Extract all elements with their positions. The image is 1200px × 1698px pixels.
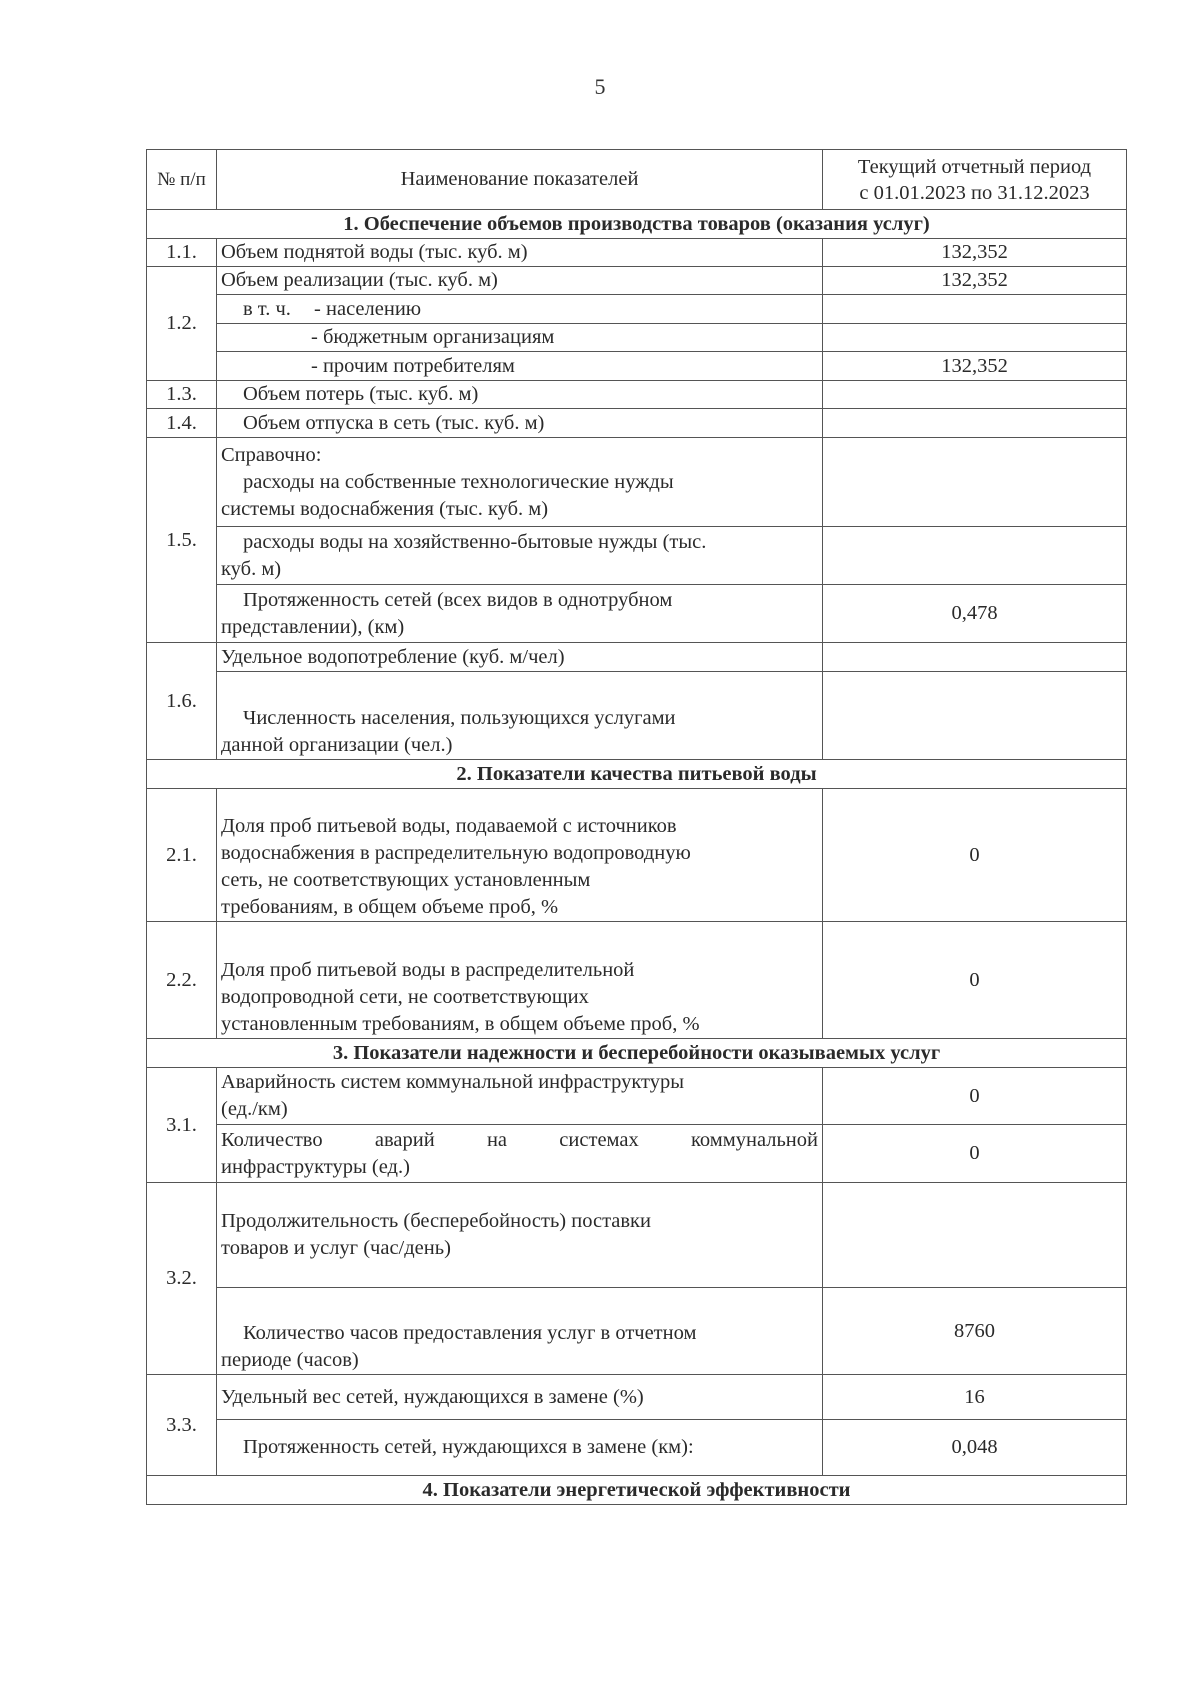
row-number: 1.1.	[147, 239, 217, 267]
indicator-label: Протяженность сетей, нуждающихся в замене (км):	[243, 1436, 694, 1458]
section-row	[147, 760, 1127, 789]
table-row	[147, 672, 1127, 760]
indicator-label-line1: Количество часов предоставления услуг в отчетном	[243, 1322, 697, 1344]
header-period-line2: с 01.01.2023 по 31.12.2023	[859, 181, 1090, 204]
table-row	[147, 1288, 1127, 1375]
indicator-value	[823, 381, 1127, 409]
section-row	[147, 210, 1127, 239]
indicator-value: 0	[823, 789, 1127, 922]
indicator-label-line1: Количество аварий на системах коммунальной	[221, 1128, 818, 1151]
table-header-row	[147, 150, 1127, 210]
indicator-value: 0	[823, 922, 1127, 1039]
indicator-value	[823, 438, 1127, 527]
table-row	[147, 1125, 1127, 1183]
header-name: Наименование показателей	[217, 150, 823, 210]
header-num: № п/п	[147, 150, 217, 210]
indicator-name	[217, 1420, 823, 1476]
table-row	[147, 789, 1127, 922]
indicator-label-line2: водопроводной сети, не соответствующих	[221, 986, 589, 1008]
indicator-name: Объем реализации (тыс. куб. м)	[217, 267, 823, 295]
indicator-label-line2: данной организации (чел.)	[221, 734, 453, 756]
table-row	[147, 922, 1127, 1039]
indicator-value: 132,352	[823, 352, 1127, 381]
row-number: 3.2.	[147, 1183, 217, 1375]
indicator-label-line2: инфраструктуры (ед.)	[221, 1155, 410, 1178]
indicator-value	[823, 295, 1127, 324]
indicator-name: Удельный вес сетей, нуждающихся в замене (%)	[217, 1375, 823, 1420]
table-row	[147, 438, 1127, 527]
indicator-label-line2: товаров и услуг (час/день)	[221, 1237, 451, 1259]
section-4-title: 4. Показатели энергетической эффективности	[147, 1476, 1127, 1505]
indicator-name	[217, 672, 823, 760]
header-period-line1: Текущий отчетный период	[857, 155, 1092, 178]
indicator-name	[217, 1288, 823, 1375]
table-row	[147, 1375, 1127, 1420]
indicator-label-line2: куб. м)	[221, 557, 282, 580]
reference-label: Справочно:	[221, 443, 322, 466]
indicator-label-line1: Численность населения, пользующихся услугами	[243, 707, 676, 729]
table-row	[147, 267, 1127, 295]
indicator-value: 0,048	[823, 1420, 1127, 1476]
subitem-label: - населению	[314, 297, 422, 320]
row-number: 1.5.	[147, 438, 217, 643]
subitem-prefix: в т. ч.	[243, 297, 291, 320]
table-row	[147, 381, 1127, 409]
header-period	[823, 150, 1127, 210]
indicator-value	[823, 527, 1127, 585]
table-row	[147, 239, 1127, 267]
table-row	[147, 1420, 1127, 1476]
indicator-name	[217, 922, 823, 1039]
indicator-subitem	[217, 352, 823, 381]
indicator-label-line2: (ед./км)	[221, 1098, 288, 1120]
indicator-subitem	[217, 324, 823, 352]
indicator-value: 16	[823, 1375, 1127, 1420]
indicator-subitem	[217, 295, 823, 324]
indicator-name	[217, 527, 823, 585]
section-row	[147, 1039, 1127, 1068]
indicator-label-line3: сеть, не соответствующих установленным	[221, 869, 591, 891]
indicator-label-line2: водоснабжения в распределительную водопроводную	[221, 842, 691, 864]
indicator-value	[823, 643, 1127, 672]
subitem-label: - бюджетным организациям	[311, 326, 555, 348]
section-2-title: 2. Показатели качества питьевой воды	[147, 760, 1127, 789]
row-number: 1.2.	[147, 267, 217, 381]
table-row	[147, 643, 1127, 672]
indicator-name: Объем поднятой воды (тыс. куб. м)	[217, 239, 823, 267]
indicator-name	[217, 585, 823, 643]
indicator-value	[823, 324, 1127, 352]
table-row	[147, 1183, 1127, 1288]
table-row	[147, 352, 1127, 381]
indicators-table	[146, 149, 1127, 1505]
indicator-label: Объем потерь (тыс. куб. м)	[243, 383, 479, 405]
indicator-value: 0	[823, 1125, 1127, 1183]
section-row	[147, 1476, 1127, 1505]
indicator-label-line1: Продолжительность (бесперебойность) поставки	[221, 1210, 651, 1232]
row-number: 1.4.	[147, 409, 217, 438]
indicator-value: 132,352	[823, 267, 1127, 295]
row-number: 1.6.	[147, 643, 217, 760]
indicator-value: 8760	[823, 1288, 1127, 1375]
indicator-label-line1: Доля проб питьевой воды в распределительной	[221, 959, 635, 981]
indicator-name	[217, 409, 823, 438]
indicator-label-line1: Аварийность систем коммунальной инфраструктуры	[221, 1071, 684, 1093]
indicator-label-line4: требованиям, в общем объеме проб, %	[221, 896, 559, 918]
indicator-label-line1: расходы воды на хозяйственно-бытовые нужды (тыс.	[243, 530, 707, 553]
indicator-value: 0	[823, 1068, 1127, 1125]
row-number: 3.1.	[147, 1068, 217, 1183]
indicator-label-line1: расходы на собственные технологические нужды	[243, 470, 674, 493]
indicator-name	[217, 1068, 823, 1125]
indicator-name	[217, 381, 823, 409]
indicator-value	[823, 1183, 1127, 1288]
indicator-name	[217, 438, 823, 527]
indicator-name	[217, 789, 823, 922]
indicator-name	[217, 1183, 823, 1288]
section-1-title: 1. Обеспечение объемов производства товаров (оказания услуг)	[147, 210, 1127, 239]
table-row	[147, 1068, 1127, 1125]
indicator-label-line2: представлении), (км)	[221, 615, 405, 638]
row-number: 1.3.	[147, 381, 217, 409]
subitem-label: - прочим потребителям	[311, 354, 515, 377]
indicator-label-line3: установленным требованиям, в общем объеме проб, %	[221, 1013, 700, 1035]
row-number: 2.2.	[147, 922, 217, 1039]
indicator-label-line2: периоде (часов)	[221, 1349, 359, 1371]
indicator-name: Удельное водопотребление (куб. м/чел)	[217, 643, 823, 672]
indicator-label-line1: Протяженность сетей (всех видов в однотрубном	[243, 588, 673, 611]
indicator-name	[217, 1125, 823, 1183]
indicator-value	[823, 409, 1127, 438]
indicator-value: 132,352	[823, 239, 1127, 267]
page-number: 5	[594, 74, 606, 99]
indicator-value	[823, 672, 1127, 760]
section-3-title: 3. Показатели надежности и бесперебойности оказываемых услуг	[147, 1039, 1127, 1068]
table-row	[147, 585, 1127, 643]
row-number: 2.1.	[147, 789, 217, 922]
table-row	[147, 295, 1127, 324]
indicator-label-line1: Доля проб питьевой воды, подаваемой с источников	[221, 815, 677, 837]
table-row	[147, 527, 1127, 585]
table-row	[147, 324, 1127, 352]
indicator-label-line2: системы водоснабжения (тыс. куб. м)	[221, 497, 549, 520]
row-number: 3.3.	[147, 1375, 217, 1476]
indicator-value: 0,478	[823, 585, 1127, 643]
indicator-label: Объем отпуска в сеть (тыс. куб. м)	[243, 411, 545, 434]
table-row	[147, 409, 1127, 438]
